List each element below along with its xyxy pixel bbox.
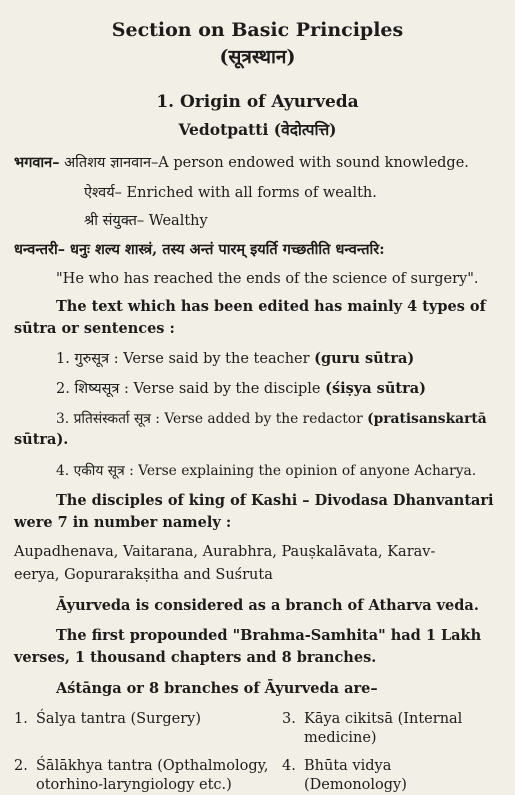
bhagavan-term-3: श्री संयुक्त–: [84, 213, 145, 229]
sutra-intro-line-2: sūtra or sentences :: [14, 320, 175, 337]
chapter-subtitle: Vedotpatti (वेदोत्पत्ति): [178, 120, 337, 139]
branch-name-continuation: medicine): [304, 730, 377, 746]
sutra-text: : Verse said by the disciple: [119, 381, 326, 397]
brahma-samhita-line-2: verses, 1 thousand chapters and 8 branches.: [14, 649, 377, 666]
sutra-transliteration: (guru sūtra): [314, 350, 415, 367]
sutra-number: 4.: [56, 463, 70, 479]
branch-name-continuation: otorhino-laryngiology etc.): [36, 777, 232, 793]
sutra-term: एकीय सूत्र: [73, 463, 125, 479]
branch-item: [282, 710, 462, 728]
sutra-item: [56, 462, 476, 480]
bhagavan-term-1: अतिशय ज्ञानवान: [64, 155, 152, 171]
branch-name: Bhūta vidya: [304, 758, 392, 774]
atharva-statement: Āyurveda is considered as a branch of Atharva veda.: [56, 597, 479, 614]
branch-number: 4.: [282, 758, 296, 774]
disciples-names-line-1: Aupadhenava, Vaitarana, Aurabhra, Pauṣkalāvata, Karav-: [14, 544, 436, 560]
bhagavan-definition-1: [14, 154, 469, 172]
sutra-3-continuation: sūtra).: [14, 431, 69, 448]
dhanvantari-label: धन्वन्तरी–: [14, 241, 65, 258]
disciples-names-line-2: eerya, Gopurarakṣitha and Suśruta: [14, 567, 273, 583]
brahma-samhita-line-1: The first propounded "Brahma-Samhita" had 1 Lakh: [56, 627, 482, 644]
sutra-term: शिष्यसूत्र: [74, 381, 120, 397]
bhagavan-label: भगवान–: [14, 154, 60, 171]
sutra-term: प्रतिसंस्कर्ता सूत्र: [73, 411, 151, 427]
branch-name: Śalya tantra (Surgery): [36, 711, 201, 727]
branch-item: [14, 710, 201, 728]
bhagavan-term-2: ऐश्वर्य–: [84, 185, 122, 201]
sutra-number: 2.: [56, 381, 70, 397]
disciples-line-1: The disciples of king of Kashi – Divodasa Dhanvantari: [56, 492, 494, 509]
sutra-transliteration: (śiṣya sūtra): [325, 380, 426, 397]
dhanvantari-text: धनुः शल्य शास्त्रं, तस्य अन्तं पारम् इयर्ति गच्छतीति धन्वन्तरि:: [64, 241, 385, 258]
branch-item: [14, 757, 269, 775]
bhagavan-definition-3: [84, 212, 208, 230]
bhagavan-definition-2: [84, 184, 377, 202]
branch-number: 2.: [14, 758, 28, 774]
bhagavan-text-3: Wealthy: [144, 213, 208, 229]
branches-intro: Aśtānga or 8 branches of Āyurveda are–: [56, 680, 378, 697]
branch-name: Kāya cikitsā (Internal: [304, 711, 463, 727]
sutra-item: [56, 410, 487, 428]
sutra-term: गुरुसूत्र: [74, 351, 110, 367]
sutra-text: : Verse explaining the opinion of anyone Acharya.: [124, 463, 477, 479]
sutra-intro-line-1: The text which has been edited has mainly 4 types of: [56, 298, 486, 315]
branch-number: 1.: [14, 711, 28, 727]
sutra-number: 3.: [56, 411, 70, 427]
sutra-item: [56, 350, 414, 368]
sutra-transliteration: (pratisanskartā: [367, 411, 487, 427]
sutra-number: 1.: [56, 351, 70, 367]
branch-name-continuation: (Demonology): [304, 777, 407, 793]
dhanvantari-definition: [14, 241, 385, 259]
branch-name: Śālākhya tantra (Opthalmology,: [36, 758, 269, 774]
bhagavan-text-2: Enriched with all forms of wealth.: [121, 185, 377, 201]
bhagavan-text-1: –A person endowed with sound knowledge.: [151, 155, 469, 171]
disciples-line-2: were 7 in number namely :: [14, 514, 232, 531]
dhanvantari-quote: "He who has reached the ends of the science of surgery".: [56, 271, 479, 287]
sutra-text: : Verse added by the redactor: [150, 411, 368, 427]
branch-number: 3.: [282, 711, 296, 727]
sutra-text: : Verse said by the teacher: [109, 351, 315, 367]
section-title: Section on Basic Principles: [111, 19, 404, 41]
section-subtitle: (सूत्रस्थान): [219, 46, 296, 68]
sutra-item: [56, 380, 426, 398]
chapter-title: 1. Origin of Ayurveda: [156, 92, 359, 112]
branch-item: [282, 757, 391, 775]
